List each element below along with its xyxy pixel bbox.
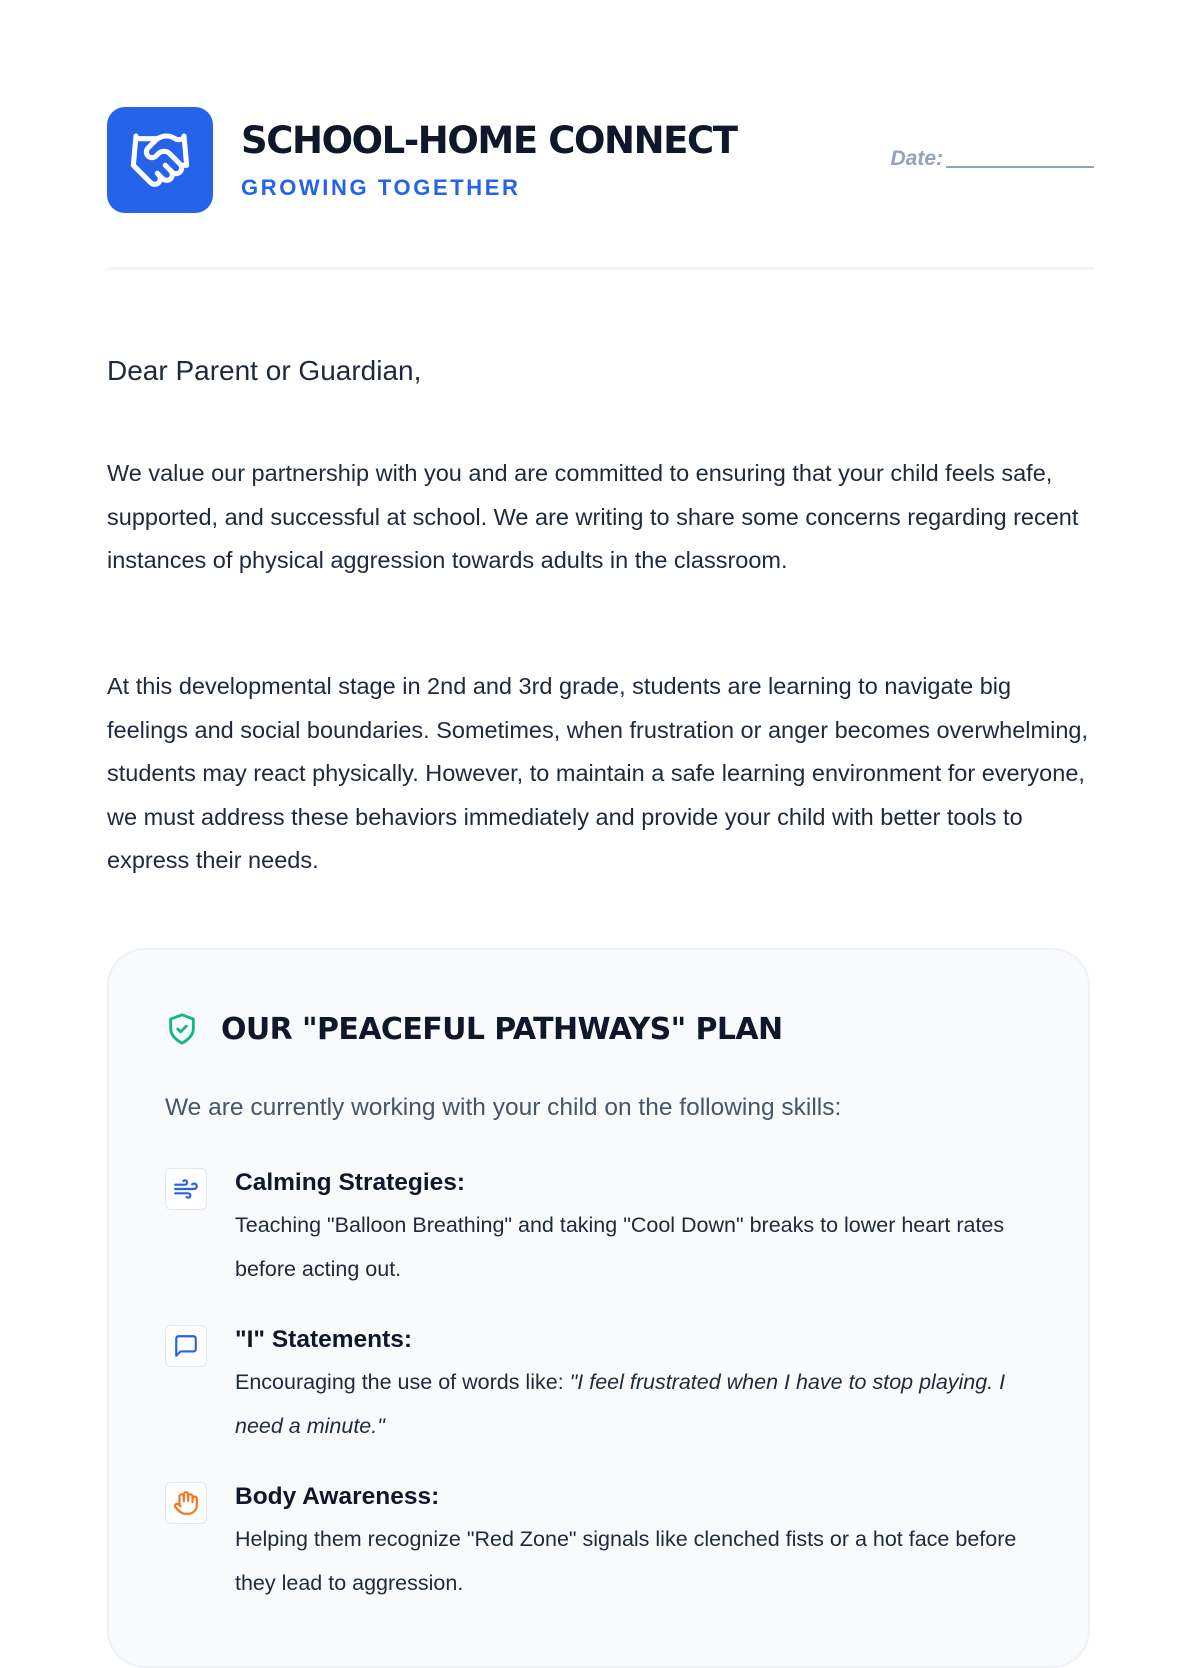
date-label: Date: xyxy=(890,147,943,170)
logo xyxy=(107,107,213,213)
letter-page xyxy=(107,0,1094,1600)
hand-icon xyxy=(165,1482,207,1524)
plan-header xyxy=(165,1010,782,1048)
skill-description: Teaching "Balloon Breathing" and taking "Cool Down" breaks to lower heart rates before acting out. xyxy=(235,1213,1005,1281)
wind-icon xyxy=(165,1168,207,1210)
skill-title: Calming Strategies: xyxy=(235,1169,466,1196)
shield-check-icon xyxy=(165,1010,199,1048)
date-blank-line[interactable] xyxy=(946,165,1094,168)
skill-description xyxy=(235,1361,1047,1448)
plan-intro: We are currently working with your child on the following skills: xyxy=(165,1094,842,1121)
intro-paragraph: We value our partnership with you and are committed to ensuring that your child feels safe, supported, and successful at school. We are writing to share some concerns regarding recent instances of physical aggression towards adults in the classroom. xyxy=(107,460,1079,573)
brand-subtitle: GROWING TOGETHER xyxy=(241,175,521,200)
example-quote: "I feel frustrated when I have to stop playing. I need a minute." xyxy=(235,1370,1006,1438)
skill-description-text: Encouraging the use of words like: xyxy=(235,1370,570,1394)
plan-card xyxy=(107,948,1090,1668)
context-paragraph: At this developmental stage in 2nd and 3rd grade, students are learning to navigate big feelings and social boundaries. Sometimes, when frustration or anger becomes overwhelming, students may react physically. However, to maintain a safe learning environment for everyone, we must address these behaviors immediately and provide your child with better tools to express their needs. xyxy=(107,673,1088,873)
letterhead xyxy=(107,107,1094,213)
skill-title: Body Awareness: xyxy=(235,1483,440,1510)
skill-title: "I" Statements: xyxy=(235,1326,413,1353)
speech-bubble-icon xyxy=(165,1325,207,1367)
plan-title: OUR "PEACEFUL PATHWAYS" PLAN xyxy=(221,1011,783,1047)
skill-description: Helping them recognize "Red Zone" signals like clenched fists or a hot face before they lead to aggression. xyxy=(235,1527,1017,1595)
handshake-icon xyxy=(128,128,192,192)
brand-title: SCHOOL-HOME CONNECT xyxy=(241,119,737,162)
greeting: Dear Parent or Guardian, xyxy=(107,355,422,386)
header-divider xyxy=(107,267,1094,270)
date-field[interactable] xyxy=(890,147,1094,171)
